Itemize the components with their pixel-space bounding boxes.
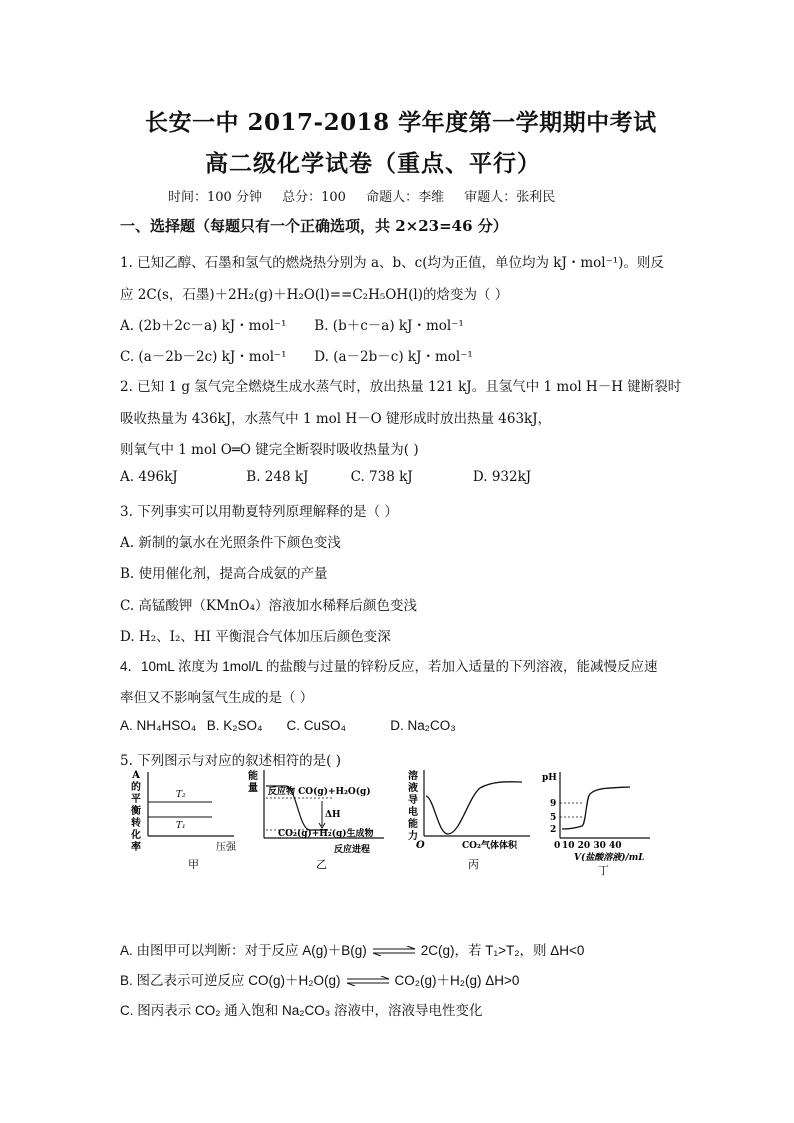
q3-option-c: C. 高锰酸钾（KMnO₄）溶液加水稀释后颜色变浅 bbox=[120, 598, 418, 614]
fig-bing-ylabel-char: 液 bbox=[408, 783, 418, 794]
figure-ding bbox=[540, 768, 670, 887]
exam-title: 长安一中 2017-2018 学年度第一学期期中考试 bbox=[145, 109, 657, 136]
fig-jia-label-t1: T₁ bbox=[176, 821, 186, 831]
q3-option-b: B. 使用催化剂，提高合成氨的产量 bbox=[120, 566, 328, 582]
q4-option-c: C. CuSO₄ bbox=[286, 718, 347, 733]
fig-jia-ylabel-char: 转 bbox=[131, 818, 141, 829]
fig-jia-ylabel-char: 化 bbox=[131, 830, 141, 841]
q1-option-a: A. (2b＋2c－a) kJ・mol⁻¹ bbox=[120, 318, 287, 334]
fig-bing-xlabel: CO₂气体体积 bbox=[462, 841, 517, 851]
fig-yi-reactant-label: 反应物 CO(g)+H₂O(g) bbox=[268, 787, 371, 797]
fig-ding-tick-y: 9 bbox=[550, 799, 557, 809]
reversible-arrow-icon bbox=[345, 976, 391, 986]
fig-yi-caption: 乙 bbox=[316, 858, 327, 871]
fig-yi-product-label: CO₂(g)+H₂(g)生成物 bbox=[278, 829, 374, 839]
q1-line1: 1. 已知乙醇、石墨和氢气的燃烧热分别为 a、b、c(均为正值，单位均为 kJ・mol⁻¹)。则反 bbox=[120, 255, 664, 271]
q4-option-d: D. Na₂CO₃ bbox=[390, 718, 456, 733]
exam-meta bbox=[168, 186, 571, 205]
fig-ding-caption: 丁 bbox=[598, 864, 609, 877]
fig-jia-ylabel-char: 衡 bbox=[131, 806, 141, 817]
fig-jia-label-t2: T₂ bbox=[176, 790, 186, 800]
q4-option-b: B. K₂SO₄ bbox=[206, 718, 263, 733]
fig-yi-xlabel: 反应进程 bbox=[334, 845, 371, 855]
q1-line2: 应 2C(s，石墨)＋2H₂(g)＋H₂O(l)==C₂H₅OH(l)的焓变为（ ） bbox=[120, 287, 509, 303]
q1-options-row1 bbox=[120, 314, 464, 334]
fig-bing-origin: O bbox=[416, 840, 425, 851]
fig-bing-ylabel-char: 导 bbox=[408, 795, 418, 806]
fig-jia-ylabel-char: 平 bbox=[131, 794, 141, 805]
figure-bing bbox=[404, 768, 536, 884]
figure-yi bbox=[244, 768, 394, 884]
section-heading: 一、选择题（每题只有一个正确选项，共 2×23=46 分） bbox=[120, 217, 508, 235]
fig-bing-conductivity-curve bbox=[426, 782, 522, 834]
exam-setter: 命题人：李维 bbox=[366, 190, 445, 205]
q5-stem: 5. 下列图示与对应的叙述相符的是( ) bbox=[120, 753, 341, 769]
fig-bing-ylabel-char: 溶 bbox=[408, 771, 418, 782]
fig-bing-ylabel-char: 能 bbox=[408, 819, 418, 830]
q1-option-d: D. (a－2b－c) kJ・mol⁻¹ bbox=[314, 349, 473, 365]
q5-option-a: A. 由图甲可以判断：对于反应 A(g)＋B(g) 2C(g)，若 T₁>T₂，则 ΔH<0 bbox=[120, 943, 585, 958]
figure-jia bbox=[128, 768, 240, 884]
q3-option-a: A. 新制的氯水在光照条件下颜色变浅 bbox=[120, 535, 341, 551]
q4-option-a: A. NH₄HSO₄ bbox=[120, 718, 197, 733]
fig-ding-tick-y: 5 bbox=[550, 813, 557, 823]
exam-subtitle: 高二级化学试卷（重点、平行） bbox=[205, 150, 541, 177]
fig-ding-ylabel: pH bbox=[542, 773, 557, 783]
fig-jia-xlabel: 压强 bbox=[216, 842, 236, 853]
q4-line1: 4．10mL 浓度为 1mol/L 的盐酸与过量的锌粉反应，若加入适量的下列溶液，能减慢反应速 bbox=[120, 659, 658, 674]
fig-ding-origin: 0 bbox=[554, 841, 561, 851]
q2-line3: 则氧气中 1 mol O═O 键完全断裂时吸收热量为( ) bbox=[120, 442, 419, 458]
fig-ding-titration-curve bbox=[562, 787, 630, 829]
q1-option-c: C. (a－2b－2c) kJ・mol⁻¹ bbox=[120, 349, 287, 365]
q2-line2: 吸收热量为 436kJ，水蒸气中 1 mol H－O 键形成时放出热量 463kJ， bbox=[120, 411, 552, 427]
q5-option-b: B. 图乙表示可逆反应 CO(g)＋H₂O(g) CO₂(g)＋H₂(g) ΔH>0 bbox=[120, 973, 520, 988]
fig-ding-xlabel: V(盐酸溶液)/mL bbox=[574, 853, 645, 863]
fig-yi-ylabel-char: 能 bbox=[248, 771, 258, 782]
q3-option-d: D. H₂、I₂、HI 平衡混合气体加压后颜色变深 bbox=[120, 629, 391, 645]
q2-option-d: D. 932kJ bbox=[472, 469, 532, 485]
fig-yi-delta-label: ΔH bbox=[325, 810, 341, 820]
fig-ding-tick-y: 2 bbox=[550, 825, 557, 835]
q4-line2: 率但又不影响氢气生成的是（ ） bbox=[120, 690, 314, 706]
exam-time: 时间：100 分钟 bbox=[168, 190, 262, 205]
q3-stem: 3. 下列事实可以用勒夏特列原理解释的是（ ） bbox=[120, 504, 398, 520]
fig-bing-ylabel-char: 力 bbox=[408, 831, 418, 842]
fig-yi-ylabel-char: 量 bbox=[248, 783, 258, 794]
fig-bing-caption: 丙 bbox=[468, 858, 479, 871]
q2-line1: 2. 已知 1 g 氢气完全燃烧生成水蒸气时，放出热量 121 kJ。且氢气中 1 mol H－H 键断裂时 bbox=[120, 379, 682, 395]
q2-option-c: C. 738 kJ bbox=[350, 469, 413, 485]
fig-jia-ylabel-char: A bbox=[132, 770, 140, 781]
fig-bing-ylabel-char: 电 bbox=[408, 807, 418, 818]
q5-option-c: C. 图丙表示 CO₂ 通入饱和 Na₂CO₃ 溶液中，溶液导电性变化 bbox=[120, 1003, 483, 1018]
q4-options bbox=[120, 718, 456, 733]
fig-jia-ylabel-char: 率 bbox=[131, 842, 141, 853]
exam-reviewer: 审题人：张利民 bbox=[464, 190, 556, 205]
reversible-arrow-icon bbox=[371, 946, 417, 956]
fig-ding-ticks-x: 10 20 30 40 bbox=[562, 841, 622, 851]
exam-total: 总分：100 bbox=[282, 190, 346, 205]
q2-option-a: A. 496kJ bbox=[120, 469, 178, 485]
q2-option-b: B. 248 kJ bbox=[246, 469, 309, 485]
q1-options-row2 bbox=[120, 345, 473, 365]
fig-jia-caption: 甲 bbox=[188, 858, 199, 871]
q2-options bbox=[120, 469, 531, 485]
q1-option-b: B. (b＋c－a) kJ・mol⁻¹ bbox=[314, 318, 464, 334]
fig-jia-ylabel-char: 的 bbox=[131, 782, 141, 793]
